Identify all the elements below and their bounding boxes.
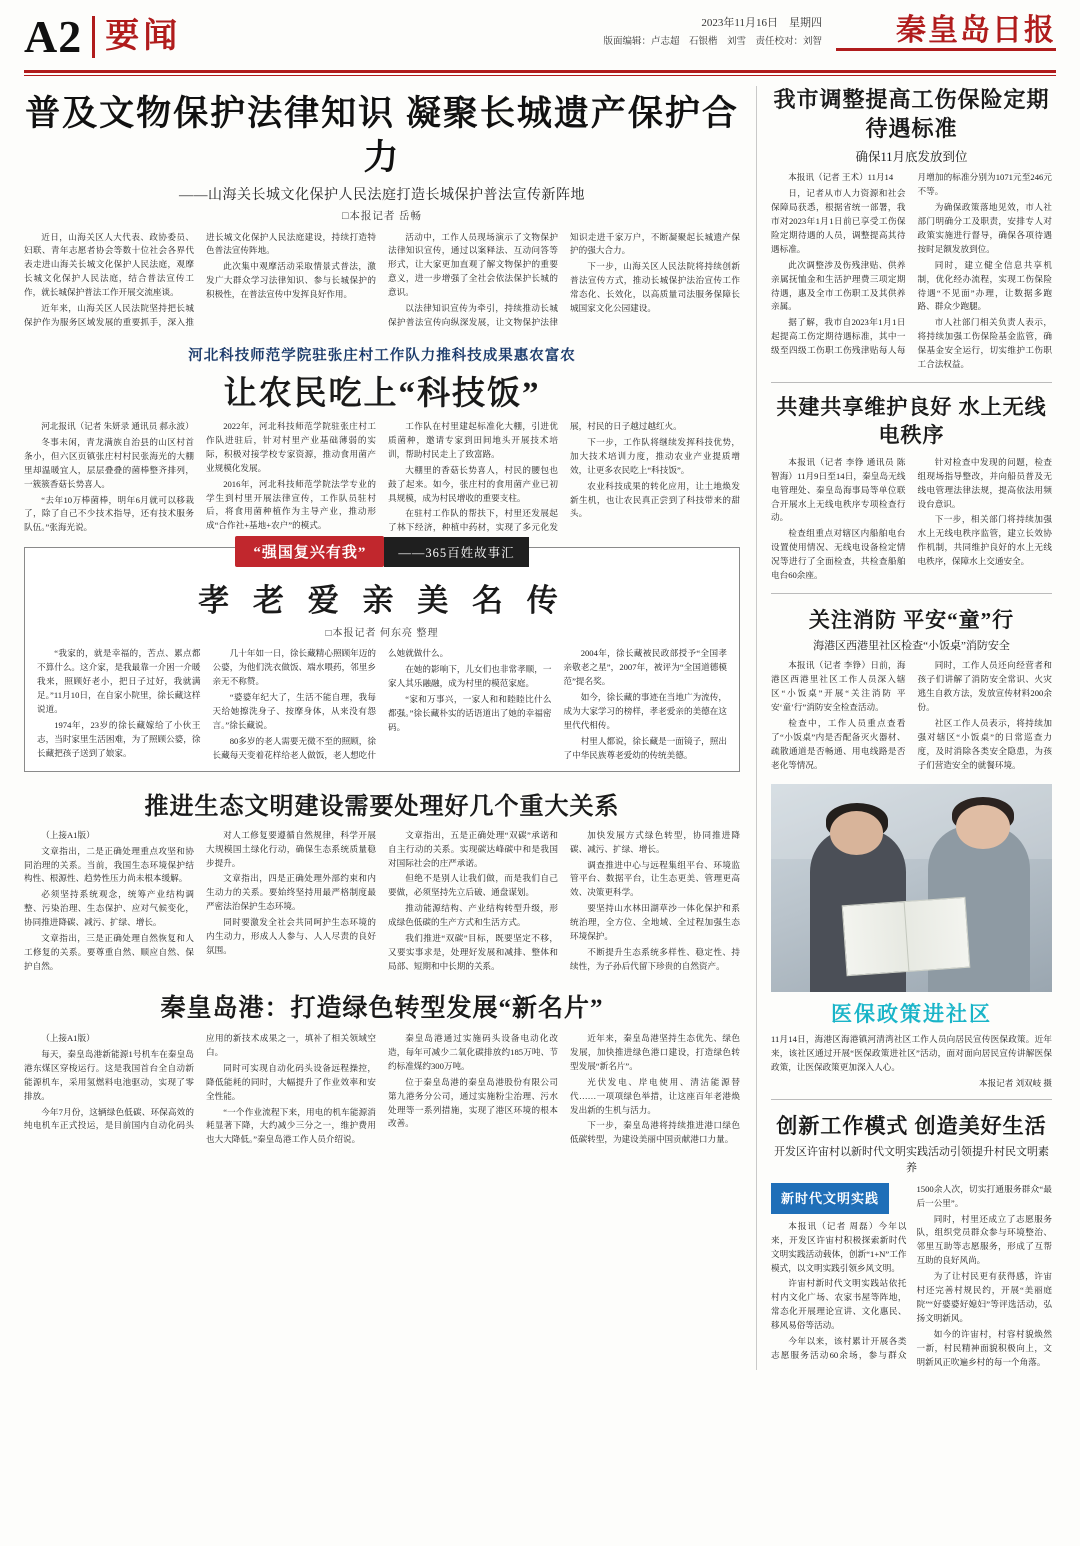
paragraph: 文章指出，三是正确处理自然恢复和人工修复的关系。要尊重自然、顺应自然、保护自然。 bbox=[24, 933, 194, 971]
article4-headline: 推进生态文明建设需要处理好几个重大关系 bbox=[144, 793, 620, 820]
paragraph: 检查中，工作人员重点查看了“小饭桌”内是否配备灭火器材、疏散通道是否畅通、用电线路是否老化等情况。 bbox=[771, 717, 906, 770]
paragraph: 近年来，山海关区人民法院坚持把长城保护作为服务区域发展的重要抓手，深入推进长城文化保护人民法庭建设，持续打造特色普法宣传阵地。 bbox=[24, 231, 376, 328]
article5-continuation-note: （上接A1版） bbox=[41, 1032, 95, 1043]
sidebar-divider-1 bbox=[771, 382, 1052, 383]
paragraph: 如今，徐长藏的事迹在当地广为流传，成为大家学习的榜样，孝老爱亲的美德在这里代代相传。 bbox=[563, 692, 727, 730]
photo-figure-right-head bbox=[956, 805, 1009, 849]
paragraph: 文章指出，五是正确处理“双碳”承诺和自主行动的关系。实现碳达峰碳中和是我国对国际社会的庄严承诺。 bbox=[388, 829, 558, 868]
sidebar-photo-block bbox=[771, 784, 1052, 1088]
paragraph: 每天，秦皇岛港新能源1号机车在秦皇岛港东煤区穿梭运行。这是我国首台全自动新能源机车，采用氢燃料电池驱动，实现了零排放。 bbox=[24, 1048, 194, 1101]
paragraph: 本报讯（记者 王术）11月14 bbox=[788, 172, 894, 183]
photo-credit: 本报记者 刘双岐 摄 bbox=[978, 1077, 1052, 1088]
sidebar-a3-headline: 关注消防 平安“童”行 bbox=[808, 608, 1015, 633]
paragraph: 光伏发电、岸电使用、清洁能源替代……一项项绿色举措，让这座百年老港焕发出新的生机与活力。 bbox=[570, 1076, 740, 1115]
paragraph: 在她的影响下，儿女们也非常孝顺，一家人其乐融融，成为村里的模范家庭。 bbox=[388, 664, 552, 689]
paragraph: 今年7月份，这辆绿色低碳、环保高效的纯电机车正式投运，是目前国内自动化码头应用的新技术成果之一，填补了相关领域空白。 bbox=[24, 1032, 376, 1131]
lead-subheadline: ——山海关长城文化保护人民法庭打造长城保护普法宣传新阵地 bbox=[179, 187, 585, 203]
photo-yibao-community bbox=[771, 784, 1052, 992]
paragraph: 如今的许宙村，村容村貌焕然一新，村民精神面貌积极向上，文明新风正吹遍乡村的每一个角落。 bbox=[916, 1328, 1052, 1367]
sidebar-a4-subhead: 开发区许宙村以新时代文明实践活动引领提升村民文明素养 bbox=[774, 1145, 1049, 1175]
paragraph: 近日，山海关区人大代表、政协委员、妇联、青年志愿者协会等数十位社会各界代表走进山海关长城文化保护人民法庭，观摩长城文化保护人民法庭，结合普法宣传工作，就长城保护普法工作开展交流座谈。 bbox=[24, 231, 194, 298]
photo-caption-bar bbox=[771, 998, 1052, 1028]
paragraph: 许宙村新时代文明实践站依托村内文化广场、农家书屋等阵地，常态化开展理论宣讲、文化惠民、移风易俗等活动。 bbox=[771, 1278, 907, 1331]
paragraph: 本报讯（记者 李铮 通讯员 陈智海）11月9日至14日，秦皇岛无线电管理处、秦皇岛海事局等单位联合开展水上无线电秩序专项检查行动。 bbox=[771, 456, 906, 523]
masthead-right bbox=[603, 14, 1056, 51]
article2-eyebrow: 河北科技师范学院驻张庄村工作队力推科技成果惠农富农 bbox=[188, 347, 576, 364]
article-shengtai-wenming bbox=[24, 786, 740, 974]
article-keji-fan bbox=[24, 344, 740, 535]
paragraph: 社区工作人员表示，将持续加强对辖区“小饭桌”的日常巡查力度，及时消除各类安全隐患，为孩子们营造安全的就餐环境。 bbox=[917, 717, 1052, 770]
paragraph: 下一步，工作队将继续发挥科技优势，加大技术培训力度，推动农业产业提质增效，让更多农民吃上“科技饭”。 bbox=[570, 436, 740, 475]
paragraph: 80多岁的老人需要无微不至的照顾，徐长藏每天变着花样给老人做饭，老人想吃什么她就做什么。 bbox=[212, 648, 449, 760]
lead-headline: 普及文物保护法律知识 凝聚长城遗产保护合力 bbox=[25, 94, 739, 177]
paragraph: 同时，村里还成立了志愿服务队，组织党员群众参与环境整治、邻里互助等志愿服务，形成了互帮互助的良好风尚。 bbox=[916, 1213, 1052, 1266]
main-column bbox=[24, 86, 740, 1370]
article2-body bbox=[24, 420, 740, 535]
masthead-divider bbox=[92, 16, 95, 58]
paragraph: 在驻村工作队的帮扶下，村里还发展起了林下经济，种植中药材，实现了多元化发展，村民的日子越过越红火。 bbox=[388, 420, 682, 533]
badge-new-era-practice: 新时代文明实践 bbox=[771, 1183, 889, 1214]
masthead-rule-thick bbox=[24, 70, 1056, 73]
photo-leaflet bbox=[842, 897, 970, 976]
paragraph: 大棚里的香菇长势喜人，村民的腰包也鼓了起来。如今，张庄村的食用菌产业已初具规模，成为村民增收的重要支柱。 bbox=[388, 464, 558, 503]
feature-body bbox=[37, 647, 727, 762]
ribbon-title: “强国复兴有我” bbox=[235, 536, 384, 567]
sidebar-a2-body bbox=[771, 456, 1052, 583]
paragraph: 近年来，秦皇岛港坚持生态优先、绿色发展，加快推进绿色港口建设，打造绿色转型发展“新名片”。 bbox=[570, 1032, 740, 1071]
article-qinhuangdao-port bbox=[24, 988, 740, 1147]
paragraph: 同时，工作人员还向经营者和孩子们讲解了消防安全常识、火灾逃生自救方法，发放宣传材料200余份。 bbox=[917, 660, 1052, 712]
sidebar-article-wuxiandian bbox=[771, 393, 1052, 583]
paragraph: 针对检查中发现的问题，检查组现场指导整改，并向船员普及无线电管理法律法规，提高依法用频设台意识。 bbox=[917, 456, 1052, 509]
paragraph: 推动能源结构、产业结构转型升级，形成绿色低碳的生产方式和生活方式。 bbox=[388, 903, 558, 928]
article5-headline: 秦皇岛港：打造绿色转型发展“新名片” bbox=[160, 994, 604, 1022]
article4-continuation-note: （上接A1版） bbox=[41, 829, 95, 840]
sidebar-a3-subhead: 海港区西港里社区检查“小饭桌”消防安全 bbox=[813, 640, 1010, 653]
lead-article bbox=[24, 92, 740, 330]
paragraph: 不断提升生态系统多样性、稳定性、持续性，为子孙后代留下珍贵的自然资产。 bbox=[570, 947, 740, 971]
paragraph: 工作队在村里建起标准化大棚，引进优质菌种，邀请专家到田间地头开展技术培训，帮助村民走上了致富路。 bbox=[388, 420, 558, 459]
sidebar-article-wenming-shijian bbox=[771, 1110, 1052, 1370]
paragraph: 2004年，徐长藏被民政部授予“全国孝亲敬老之星”，2007年，被评为“全国道德模范”提名奖。 bbox=[563, 648, 727, 687]
paragraph: 2022年，河北科技师范学院驻张庄村工作队进驻后，针对村里产业基础薄弱的实际，积极对接学校专家资源，推动食用菌产业规模化发展。 bbox=[206, 420, 376, 473]
photo-caption-text: 11月14日，海港区海港镇河清湾社区工作人员向居民宣传医保政策。近年来，该社区通过开展“医保政策进社区”活动，面对面向居民宣传讲解医保政策，让医保政策更加深入人心。 bbox=[771, 1034, 1052, 1072]
paragraph: 调查推进中心与远程集组平台、环境监管平台、数据平台，让生态更美、管理更高效、决策更科学。 bbox=[570, 859, 740, 898]
logo-underline bbox=[836, 48, 1056, 51]
paragraph: 位于秦皇岛港的秦皇岛港股份有限公司第九港务分公司，通过实施粉尘治理、污水处理等一系列措施，实现了港区环境的根本改善。 bbox=[388, 1076, 558, 1129]
paragraph: “我家的，就是幸福的，苦点、累点都不算什么。这介家，是我最靠一介困一介暖我来，照顾好老小，把日子过好，我就满足。”11月10日，在自家小院里，徐长藏这样说道。 bbox=[37, 648, 201, 715]
sidebar-article-xiaofang bbox=[771, 604, 1052, 774]
paragraph: 此次调整涉及伤残津贴、供养亲属抚恤金和生活护理费三项定期待遇，惠及全市工伤职工及其供养亲属。 bbox=[771, 259, 906, 312]
feature-headline: 孝 老 爱 亲 美 名 传 bbox=[198, 583, 566, 619]
page-number: A2 bbox=[24, 11, 83, 62]
sidebar-a1-subhead: 确保11月底发放到位 bbox=[855, 150, 968, 165]
article5-body bbox=[24, 1032, 740, 1147]
paper-logo: 秦皇岛日报 bbox=[896, 14, 1056, 47]
sidebar-a3-body bbox=[771, 659, 1052, 774]
paragraph: “家和万事兴，一家人和和睦睦比什么都强。”徐长藏朴实的话语道出了她的幸福密码。 bbox=[388, 694, 552, 732]
sidebar-column bbox=[756, 86, 1052, 1370]
paragraph: 同时可实现自动化码头设备远程操控，降低能耗的同时，大幅提升了作业效率和安全性能。 bbox=[206, 1062, 376, 1101]
sidebar-a2-headline: 共建共享维护良好 水上无线电秩序 bbox=[776, 395, 1047, 448]
masthead bbox=[24, 11, 1056, 66]
paragraph: 秦皇岛港通过实施码头设备电动化改造，每年可减少二氧化碳排放约185万吨、节约标准煤约300万吨。 bbox=[388, 1032, 558, 1071]
article4-body bbox=[24, 829, 740, 974]
sidebar-divider-3 bbox=[771, 1099, 1052, 1100]
editor-credits: 版面编辑：卢志超 石银楷 刘雪 责任校对：刘智 bbox=[603, 37, 822, 47]
masthead-rule-thin bbox=[24, 75, 1056, 76]
paragraph: 同时，建立健全信息共享机制，优化经办流程，实现工伤保险待遇“不见面”办理，让数据多跑路、群众少跑腿。 bbox=[917, 259, 1052, 312]
paragraph: 今年以来，该村累计开展各类志愿服务活动60余场，参与群众1500余人次，切实打通服务群众“最后一公里”。 bbox=[771, 1183, 1052, 1361]
paragraph: 日，记者从市人力资源和社会保障局获悉，根据省统一部署，我市对2023年1月1日前已享受工伤保险定期待遇的人员，调整提高其待遇标准。 bbox=[771, 188, 906, 254]
paragraph: 本报讯（记者 周磊）今年以来，开发区许宙村积极探索新时代文明实践活动载体，创新“1+N”工作模式，以文明实践引领乡风文明。 bbox=[771, 1220, 907, 1273]
paragraph: 文章指出，二是正确处理重点攻坚和协同治理的关系。当前，我国生态环境保护结构性、根源性、趋势性压力尚未根本缓解。 bbox=[24, 845, 194, 884]
paragraph: 本报讯（记者 李铮）日前，海港区西港里社区工作人员深入辖区“小饭桌”开展“关注消防 平安‘童’行”消防安全检查活动。 bbox=[771, 660, 906, 712]
paragraph: 下一步，秦皇岛港将持续推进港口绿色低碳转型，为建设美丽中国贡献港口力量。 bbox=[570, 1120, 740, 1145]
paragraph: 村里人都说，徐长藏是一面镜子，照出了中华民族尊老爱幼的传统美德。 bbox=[563, 735, 727, 760]
paragraph: 加快发展方式绿色转型，协同推进降碳、减污、扩绿、增长。 bbox=[570, 829, 740, 854]
paragraph: 1974年，23岁的徐长藏嫁给了小伙王志，当时家里生活困难，为了照顾公婆，徐长藏把孩子送到了娘家。 bbox=[37, 719, 201, 758]
sidebar-a1-headline: 我市调整提高工伤保险定期待遇标准 bbox=[773, 87, 1050, 141]
paragraph: 据了解，我市自2023年1月1日起提高工伤定期待遇标准，其中一级至四级工伤职工伤残津贴每人每月增加的标准分别为1071元至246元不等。 bbox=[771, 172, 1052, 356]
paragraph: 必须坚持系统观念，统筹产业结构调整、污染治理、生态保护、应对气候变化，协同推进降碳、减污、扩绿、增长。 bbox=[24, 889, 194, 928]
paragraph: 以法律知识宣传为牵引，持续推动长城保护普法宣传向纵深发展，让文物保护法律知识走进千家万户，不断凝聚起长城遗产保护的强大合力。 bbox=[388, 231, 740, 328]
sidebar-divider-2 bbox=[771, 593, 1052, 594]
paragraph: 冬事未闲，青龙满族自治县的山区村首条小，但六区页镇张庄村村民张海光的大棚里却温暖宜人，层层叠叠的菌棒整齐排列，一簇簇香菇长势喜人。 bbox=[24, 436, 194, 489]
paragraph: “去年10万棒菌棒，明年6月就可以移栽了，除了自己不少技术指导，还有技术服务队伍。”张海光说。 bbox=[24, 494, 194, 533]
paragraph: 我们推进“双碳”目标，既要坚定不移，又要实事求是，处理好发展和减排、整体和局部、短期和中长期的关系。 bbox=[388, 933, 558, 971]
photo-caption-title: 医保政策进社区 bbox=[831, 1002, 992, 1027]
sidebar-a4-body bbox=[771, 1183, 1052, 1370]
paragraph: 但绝不是别人让我们做，而是我们自己要做，必须坚持先立后破、通盘谋划。 bbox=[388, 873, 558, 898]
sidebar-a4-headline: 创新工作模式 创造美好生活 bbox=[776, 1113, 1047, 1138]
paragraph: 为确保政策落地见效，市人社部门明确分工及职责，安排专人对政策实施进行督导，确保各项待遇按时足额发放到位。 bbox=[917, 202, 1052, 254]
paragraph: 要坚持山水林田湖草沙一体化保护和系统治理，全方位、全地域、全过程加强生态环境保护。 bbox=[570, 903, 740, 942]
paragraph: 活动中，工作人员现场演示了文物保护法律知识宣传，通过以案释法、互动问答等形式，让大家更加直观了解文物保护的重要意义，进一步增强了全社会依法保护长城的意识。 bbox=[388, 231, 558, 298]
feature-ribbon bbox=[142, 536, 622, 567]
paragraph: 对人工修复要遵循自然规律，科学开展大规模国土绿化行动，确保生态系统质量稳步提升。 bbox=[206, 829, 376, 868]
paragraph: 几十年如一日，徐长藏精心照顾年迈的公婆，为他们洗衣做饭、端水喂药，邻里乡亲无不称赞。 bbox=[212, 648, 376, 687]
masthead-logo-row bbox=[603, 14, 1056, 51]
publication-date: 2023年11月16日 星期四 bbox=[701, 17, 822, 29]
paragraph: 同时要激发全社会共同呵护生态环境的内生动力，形成人人参与、人人尽责的良好氛围。 bbox=[206, 917, 376, 956]
feature-box-xiaolao bbox=[24, 547, 740, 771]
sidebar-article-gongshang bbox=[771, 86, 1052, 372]
ribbon-subtitle: ——365百姓故事汇 bbox=[384, 537, 528, 567]
paragraph: 此次集中观摩活动采取情景式普法，激发广大群众学习法律知识、参与长城保护的积极性，在普法宣传中发挥良好作用。 bbox=[206, 261, 376, 300]
lead-body bbox=[24, 231, 740, 330]
paragraph: “婆婆年纪大了，生活不能自理，我每天给她擦洗身子、按摩身体，从来没有怨言。”徐长藏说。 bbox=[212, 692, 376, 730]
article2-headline: 让农民吃上“科技饭” bbox=[223, 375, 541, 412]
article2-byline: 河北报讯（记者 朱妍录 通讯员 郝永波） bbox=[41, 420, 194, 431]
paragraph: 为了让村民更有获得感，许宙村还完善村规民约，开展“美丽庭院”“好婆婆好媳妇”等评选活动，弘扬文明新风。 bbox=[916, 1271, 1052, 1323]
sidebar-a1-body bbox=[771, 171, 1052, 372]
paragraph: 市人社部门相关负责人表示，将持续加强工伤保险基金监管，确保基金安全运行，切实维护工伤职工合法权益。 bbox=[917, 317, 1052, 370]
paragraph: 农业科技成果的转化应用，让土地焕发新生机，也让农民真正尝到了科技带来的甜头。 bbox=[570, 480, 740, 519]
paragraph: 检查组重点对辖区内船舶电台设置使用情况、无线电设备检定情况等进行了全面检查，共检查船舶电台60余座。 bbox=[771, 528, 906, 581]
paragraph: 下一步，山海关区人民法院将持续创新普法宣传方式，推动长城保护法治宣传工作常态化、长效化，以高质量司法服务保障长城国家文化公园建设。 bbox=[570, 261, 740, 314]
paragraph: 下一步，相关部门将持续加强水上无线电秩序监管，建立长效协作机制，共同维护良好的水上无线电秩序，保障水上交通安全。 bbox=[917, 514, 1052, 567]
page-body bbox=[24, 86, 1056, 1370]
paragraph: 文章指出，四是正确处理外部约束和内生动力的关系。要始终坚持用最严格制度最严密法治保护生态环境。 bbox=[206, 873, 376, 912]
feature-byline: □本报记者 何东亮 整理 bbox=[325, 628, 439, 640]
section-title: 要闻 bbox=[105, 18, 182, 55]
lead-byline: □本报记者 岳畅 bbox=[342, 210, 422, 222]
paragraph: “一个作业流程下来，用电的机车能源消耗显著下降，大约减少三分之一，维护费用也大大降低。”秦皇岛港工作人员介绍说。 bbox=[206, 1106, 376, 1145]
paragraph: 2016年，河北科技师范学院法学专业的学生到村里开展法律宣传，工作队员驻村后，将食用菌种植作为主导产业，推动形成“合作社+基地+农户”的模式。 bbox=[206, 478, 376, 531]
masthead-left bbox=[24, 11, 182, 62]
